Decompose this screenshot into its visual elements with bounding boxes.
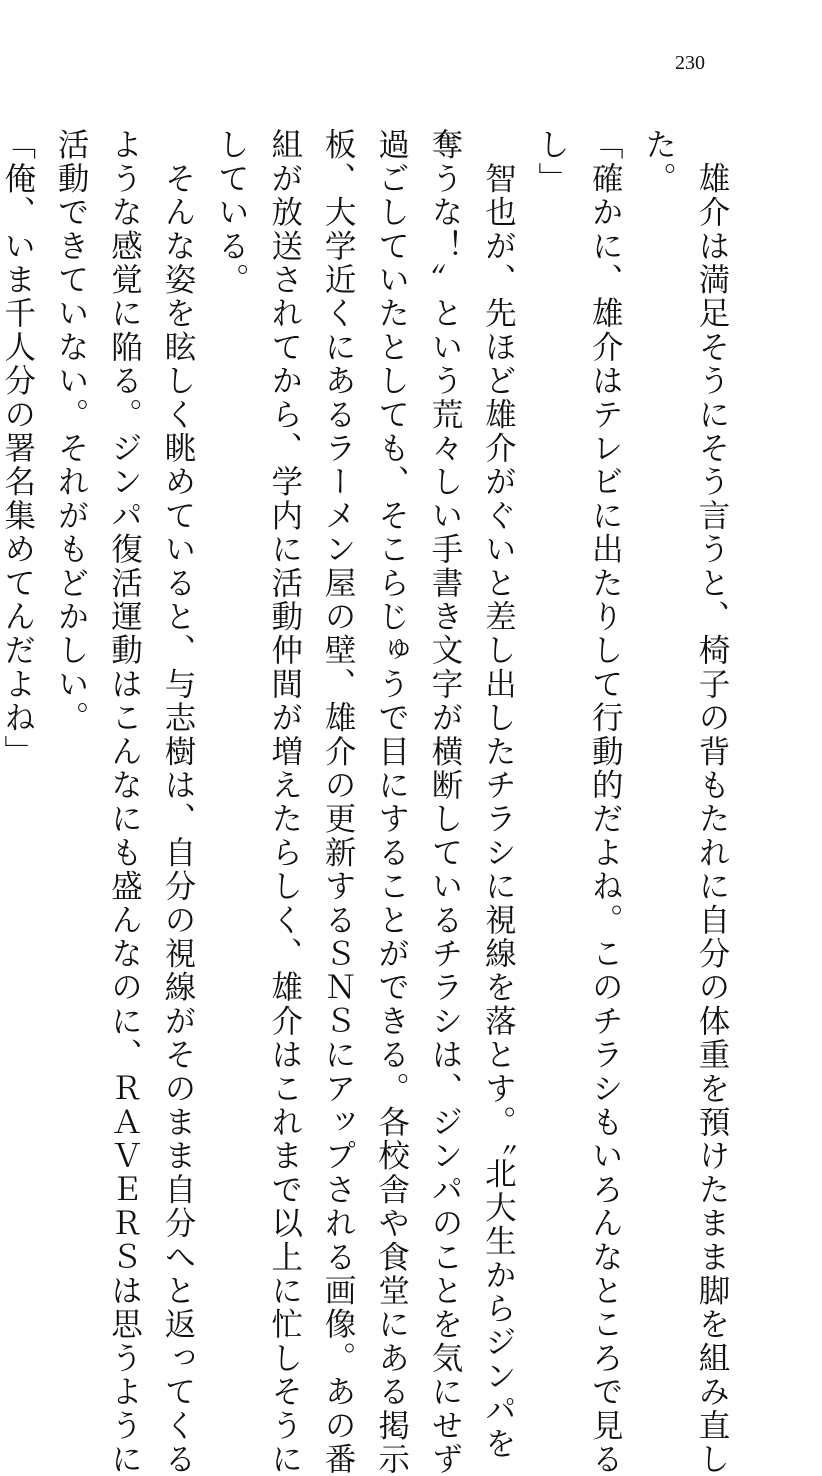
page-number: 230 — [675, 52, 705, 74]
text-line: 活動できていない。それがもどかしい。 — [53, 128, 90, 735]
text-line: 過ごしていたとしても、そこらじゅうで目にすることができる。各校舎や食堂にある掲示 — [373, 128, 410, 1476]
text-line: ような感覚に陥る。ジンパ復活運動はこんなにも盛んなのに、ＲＡＶＥＲＳは思うように — [106, 128, 143, 1476]
text-line: 組が放送されてから、学内に活動仲間が増えたらしく、雄介はこれまで以上に忙しそうに — [266, 128, 303, 1476]
text-line: そんな姿を眩しく眺めていると、与志樹は、自分の視線がそのまま自分へと返ってくる — [159, 128, 196, 1476]
text-line: 智也が、先ほど雄介がぐいと差し出したチラシに視線を落とす。〝北大生からジンパを — [480, 128, 517, 1461]
text-line: 「確かに、雄介はテレビに出たりして行動的だよね。このチラシもいろんなところで見る — [587, 128, 624, 1476]
body-text — [0, 128, 738, 1476]
text-line: し」 — [533, 128, 570, 196]
text-line: 板、大学近くにあるラーメン屋の壁、雄介の更新するＳＮＳにアップされる画像。あの番 — [320, 128, 357, 1476]
text-line: 「俺、いま千人分の署名集めてんだよね」 — [0, 128, 36, 769]
text-line: た。 — [640, 128, 677, 196]
text-line: 雄介は満足そうにそう言うと、椅子の背もたれに自分の体重を預けたまま脚を組み直し — [694, 128, 730, 1476]
text-line: 奪うな！〟という荒々しい手書き文字が横断しているチラシは、ジンパのことを気にせず — [426, 128, 463, 1476]
text-line: している。 — [213, 128, 250, 297]
